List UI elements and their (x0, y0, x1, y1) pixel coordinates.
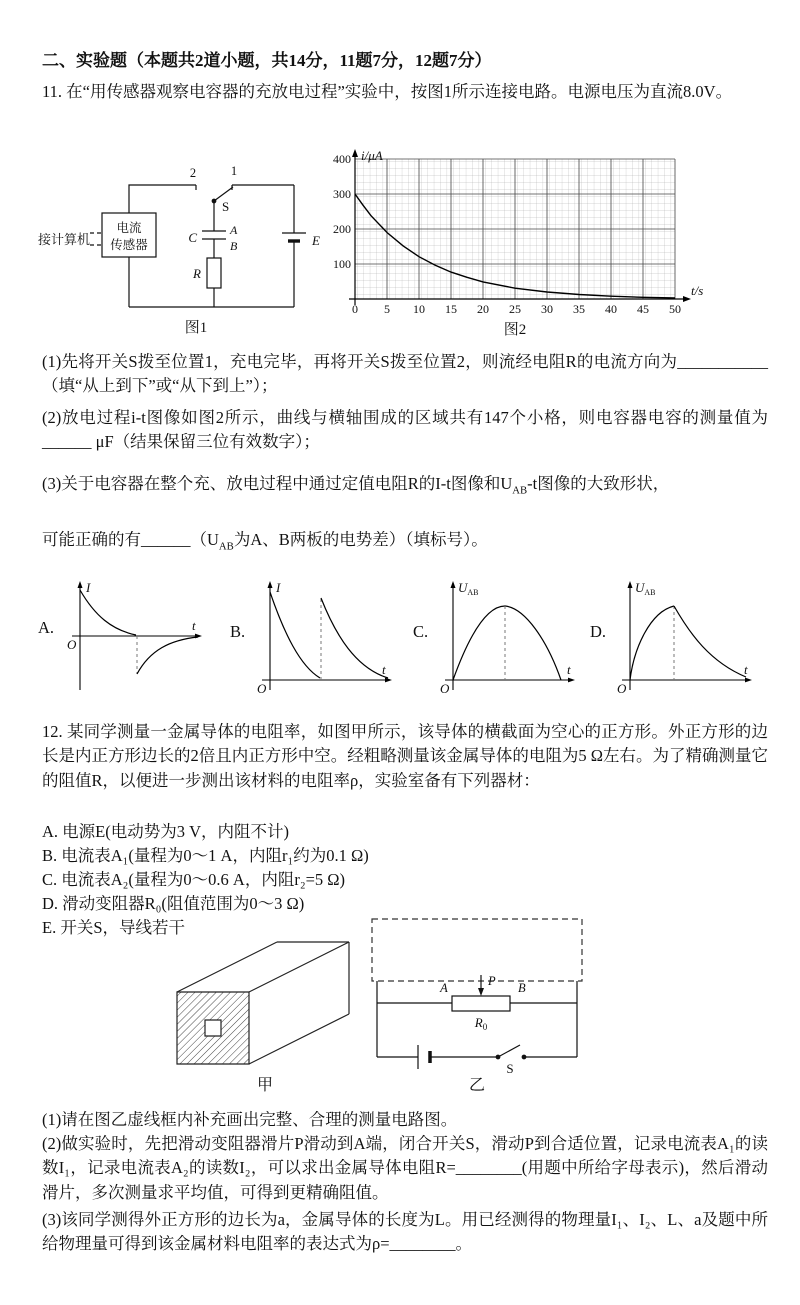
svg-text:45: 45 (637, 302, 649, 316)
option-d-axes (622, 581, 752, 690)
figyi-dashed-box (372, 919, 582, 981)
q12-item-e: E. 开关S，导线若干 (42, 918, 186, 937)
option-a-yaxis-label: I (86, 580, 91, 595)
figyi-caption: 乙 (468, 1077, 486, 1093)
option-c-xaxis-label: t (567, 662, 571, 677)
svg-text:5: 5 (384, 302, 390, 316)
figjia-front-face (177, 992, 249, 1064)
option-c-yaxis-label: $U_{AB}$ (458, 580, 479, 597)
svg-text:0: 0 (352, 302, 358, 316)
svg-text:10: 10 (413, 302, 425, 316)
figyi-circuit-diagram (360, 915, 630, 1093)
fig1-battery-label: E (312, 233, 320, 248)
svg-text:40: 40 (605, 302, 617, 316)
q11-intro: 11. 在“用传感器观察电容器的充放电过程”实验中，按图1所示连接电路。电源电压为直流8.0V。 (42, 82, 733, 101)
fig1-sensor-line1: 电流 (116, 221, 142, 235)
q11-part2: (2)放电过程i-t图像如图2所示，曲线与横轴围成的区域共有147个小格，则电容器电容的测量值为______ μF（结果保留三位有效数字）； (42, 408, 768, 452)
fig1-pos2-label: 2 (189, 166, 197, 180)
svg-text:50: 50 (669, 302, 681, 316)
option-c-label: C. (413, 622, 429, 641)
fig1-caption: 图1 (184, 320, 208, 336)
svg-text:300: 300 (333, 187, 351, 201)
q12-part3: (3)该同学测得外正方形的边长为a，金属导体的长度为L。用已经测得的物理量I₁、I₂、L、a及题中所给物理量可得到该金属材料电阻率的表达式为ρ=________。 (42, 1210, 768, 1254)
option-b-origin-label: O (257, 681, 267, 696)
q11-part3-line2 (42, 528, 768, 555)
option-a-graph (60, 578, 210, 698)
q12-item-d: D. 滑动变阻器R₀(阻值范围为0～3 Ω) (42, 894, 305, 913)
fig1-circuit-diagram (36, 155, 336, 340)
q11-part3c: 可能正确的有______（U (42, 530, 219, 549)
figyi-switch-label: S (506, 1061, 514, 1076)
svg-text:25: 25 (509, 302, 521, 316)
figyi-terminal-a-label: A (440, 981, 448, 995)
option-c-axes (445, 581, 575, 690)
fig2-ylabel: i/μA (361, 148, 383, 163)
q12-item-c: C. 电流表A₂(量程为0～0.6 A，内阻r₂=5 Ω) (42, 870, 346, 889)
option-a-label: A. (38, 618, 55, 637)
q11-part3a: (3)关于电容器在整个充、放电过程中通过定值电阻R的I-t图像和U (42, 474, 513, 493)
figyi-rheostat-label: $R_0$ (474, 1015, 488, 1032)
option-d-graph (610, 578, 760, 698)
q12-part1: (1)请在图乙虚线框内补充画出完整、合理的测量电路图。 (42, 1110, 458, 1129)
option-d-yaxis-label: $U_{AB}$ (635, 580, 656, 597)
fig2-graph (325, 147, 710, 342)
svg-text:35: 35 (573, 302, 585, 316)
fig2-xtick-labels (352, 302, 681, 316)
q11-part1: (1)先将开关S拨至位置1，充电完毕，再将开关S拨至位置2，则流经电阻R的电流方向为___________（填“从上到下”或“从下到上”）； (42, 352, 768, 396)
section-title: 二、实验题（本题共2道小题，共14分，11题7分，12题7分） (42, 51, 492, 70)
fig1-capacitor-label: C (188, 230, 197, 245)
fig2-caption: 图2 (503, 322, 527, 338)
option-d-rise-curve (630, 606, 674, 680)
option-d-xaxis-label: t (744, 662, 748, 677)
figyi-terminal-b-label: B (518, 981, 526, 995)
fig2-ytick-labels (333, 152, 351, 271)
q12-part2: (2)做实验时，先把滑动变阻器滑片P滑动到A端，闭合开关S，滑动P到合适位置，记录电流表A₁的读数I₁，记录电流表A₂的读数I₂，可以求出金属导体电阻R=________(用题中所给字母表示)，然后滑动滑片，多次测量求平均值，可得到更精确阻值。 (42, 1134, 768, 1202)
svg-text:30: 30 (541, 302, 553, 316)
option-d-label: D. (590, 622, 607, 641)
option-c-origin-label: O (440, 681, 450, 696)
svg-text:200: 200 (333, 222, 351, 236)
option-a-xaxis-label: t (192, 618, 196, 633)
q12-item-b: B. 电流表A₁(量程为0～1 A，内阻r₁约为0.1 Ω) (42, 846, 369, 865)
option-a-discharge-curve (137, 637, 198, 674)
fig1-resistor-label: R (193, 266, 201, 281)
svg-text:100: 100 (333, 257, 351, 271)
q11-part3-sub2: AB (218, 540, 234, 553)
option-a-charge-curve (80, 590, 136, 635)
option-b-curve1 (270, 592, 320, 678)
svg-text:400: 400 (333, 152, 351, 166)
figyi-slider-label: P (488, 974, 496, 988)
q11-part3b: -t图像的大致形状， (527, 474, 670, 493)
q11-part3-sub1: AB (512, 484, 528, 497)
option-b-yaxis-label: I (276, 580, 281, 595)
figyi-slider-arrowhead (478, 988, 484, 996)
option-b-curve2 (321, 598, 388, 678)
option-b-axes (262, 581, 392, 690)
fig1-plateB-label: B (230, 239, 238, 253)
fig1-computer-label: 接计算机 (38, 232, 91, 247)
fig1-sensor-line2: 传感器 (110, 238, 148, 252)
q11-part3-line1 (42, 472, 768, 499)
fig1-pos1-label: 1 (230, 164, 238, 178)
option-b-graph (250, 578, 400, 698)
svg-text:20: 20 (477, 302, 489, 316)
figjia-caption: 甲 (256, 1077, 274, 1094)
option-b-xaxis-label: t (382, 662, 386, 677)
option-a-origin-label: O (67, 637, 77, 652)
fig1-plateA-label: A (230, 223, 238, 237)
q12-intro: 12. 某同学测量一金属导体的电阻率，如图甲所示，该导体的横截面为空心的正方形。外正方形的边长是内正方形边长的2倍且内正方形中空。经粗略测量该金属导体的电阻为5 Ω左右。为了精确测量它的阻值R，以便进一步测出该材料的电阻率ρ，实验室备有下列器材： (42, 722, 768, 790)
option-c-graph (433, 578, 583, 698)
q11-part3d: 为A、B两板的电势差）（填标号）。 (233, 530, 488, 549)
option-d-decay-curve (674, 606, 746, 677)
q12-item-a: A. 电源E(电动势为3 V，内阻不计) (42, 822, 290, 841)
option-b-label: B. (230, 622, 246, 641)
option-d-origin-label: O (617, 681, 627, 696)
fig2-xlabel: t/s (691, 283, 704, 298)
fig1-switch-label: S (222, 199, 230, 214)
option-c-curve (453, 606, 561, 680)
svg-text:15: 15 (445, 302, 457, 316)
